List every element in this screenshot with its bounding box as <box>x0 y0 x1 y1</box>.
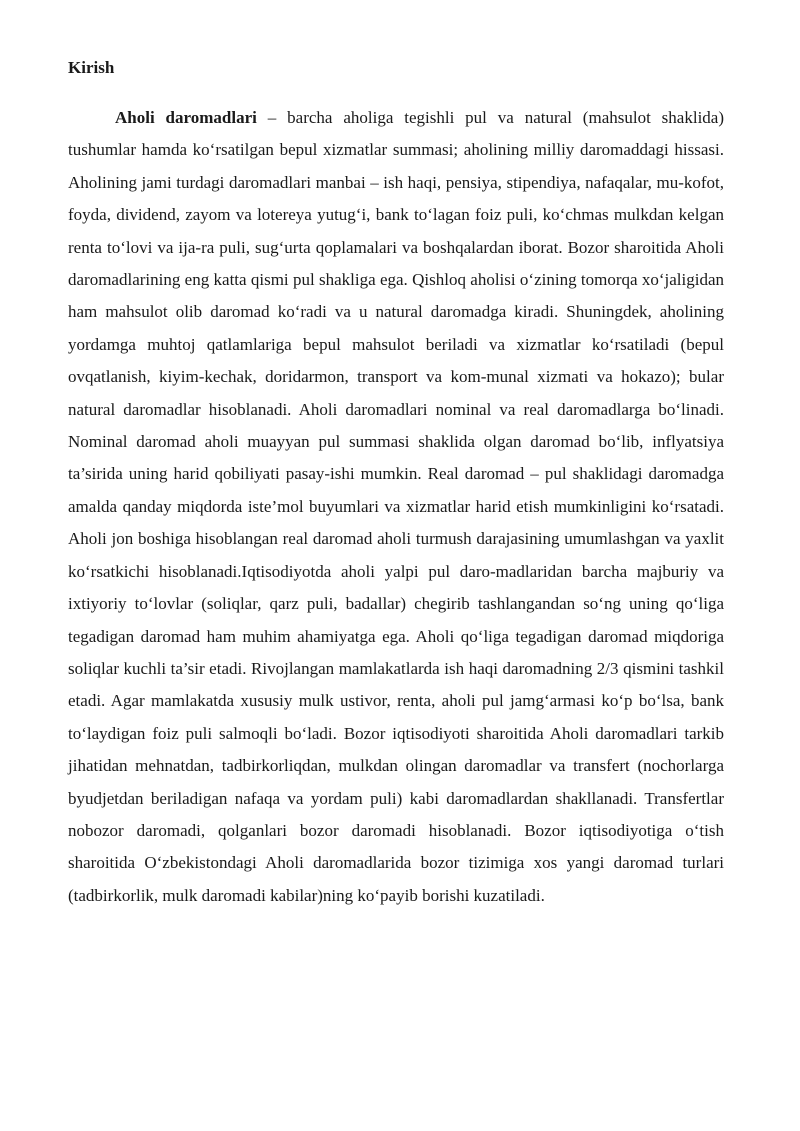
body-paragraph <box>68 102 724 912</box>
document-page <box>68 56 724 912</box>
section-heading: Kirish <box>68 58 115 77</box>
paragraph-text: – barcha aholiga tegishli pul va natural (mahsulot shaklida) tushumlar hamda ko‘rsatilgan bepul xizmatlar summasi; aholining milliy daromaddagi hissasi. Aholining jami turdagi daromadlari manbai – ish haqi, pensiya, stipendiya, nafaqalar, mu-kofot, foyda, dividend, zayom va lotereya yutug‘i, bank to‘lagan foiz puli, ko‘chmas mulkdan kelgan renta to‘lovi va ija-ra puli, sug‘urta qoplamalari va boshqalardan iborat. Bozor sharoitida Aholi daromadlarining eng katta qismi pul shakliga ega. Qishloq aholisi o‘zining tomorqa xo‘jaligidan ham mahsulot olib daromad ko‘radi va u natural daromadga kiradi. Shuningdek, aholining yordamga muhtoj qatlamlariga bepul mahsulot beriladi va xizmatlar ko‘rsatiladi (bepul ovqatlanish, kiyim-kechak, doridarmon, transport va kom-munal xizmati va hokazo); bular natural daromadlar hisoblanadi. Aholi daromadlari nominal va real daromadlarga bo‘linadi. Nominal daromad aholi muayyan pul summasi shaklida olgan daromad bo‘lib, inflyatsiya ta’sirida uning harid qobiliyati pasay-ishi mumkin. Real daromad – pul shaklidagi daromadga amalda qanday miqdorda iste’mol buyumlari va xizmatlar harid etish mumkinligini ko‘rsatadi. Aholi jon boshiga hisoblangan real daromad aholi turmush darajasining umumlashgan va yaxlit ko‘rsatkichi hisoblanadi.Iqtisodiyotda aholi yalpi pul daro-madlaridan barcha majburiy va ixtiyoriy to‘lovlar (soliqlar, qarz puli, badallar) chegirib tashlangandan so‘ng uning qo‘liga tegadigan daromad ham muhim ahamiyatga ega. Aholi qo‘liga tegadigan daromad miqdoriga soliqlar kuchli ta’sir etadi. Rivojlangan mamlakatlarda ish haqi daromadning 2/3 qismini tashkil etadi. Agar mamlakatda xususiy mulk ustivor, renta, aholi pul jamg‘armasi ko‘p bo‘lsa, bank to‘laydigan foiz puli salmoqli bo‘ladi. Bozor iqtisodiyoti sharoitida Aholi daromadlari tarkib jihatidan mehnatdan, tadbirkorliqdan, mulkdan olingan daromadlar va transfert (nochorlarga byudjetdan beriladigan nafaqa va yordam puli) kabi daromadlardan shakllanadi. Transfertlar nobozor daromadi, qolganlari bozor daromadi hisoblanadi. Bozor iqtisodiyotiga o‘tish sharoitida O‘zbekistondagi Aholi daromadlarida bozor tizimiga xos yangi daromad turlari (tadbirkorlik, mulk daromadi kabilar)ning ko‘payib borishi kuzatiladi. <box>68 108 724 905</box>
defined-term: Aholi daromadlari <box>115 108 257 127</box>
